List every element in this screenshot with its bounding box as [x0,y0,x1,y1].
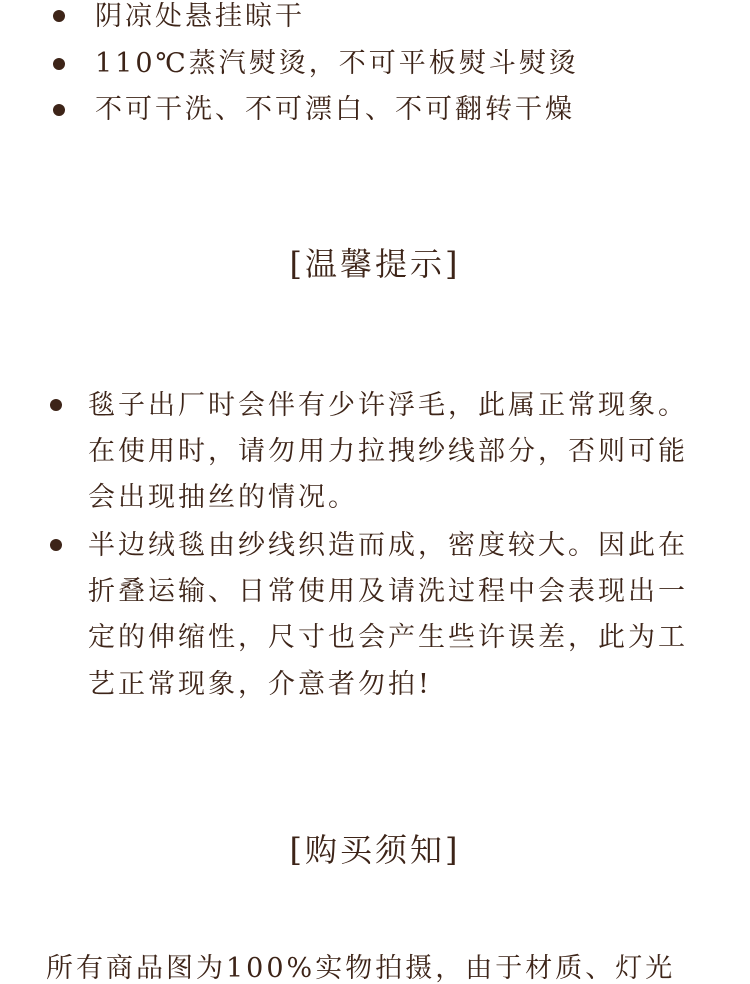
tip-line: 会出现抽丝的情况。 [88,482,358,513]
bullet-icon [53,58,65,70]
tip-line: 半边绒毯由纱线织造而成，密度较大。因此在 [88,530,688,561]
tips-heading: [温馨提示] [289,245,461,283]
tip-line: 毯子出厂时会伴有少许浮毛，此属正常现象。 [88,390,688,421]
bullet-icon [53,10,65,22]
purchase-heading: [购买须知] [289,831,461,869]
purchase-notice-text: 所有商品图为100%实物拍摄，由于材质、灯光 [46,953,676,984]
bullet-icon [50,539,62,551]
care-item-text: 不可干洗、不可漂白、不可翻转干燥 [95,94,575,125]
tip-line: 艺正常现象，介意者勿拍! [88,669,432,700]
care-item-text: 阴凉处悬挂晾干 [95,1,305,32]
bullet-icon [50,399,62,411]
tip-line: 折叠运输、日常使用及请洗过程中会表现出一 [88,576,688,607]
tip-line: 在使用时，请勿用力拉拽纱线部分，否则可能 [88,436,688,467]
tip-line: 定的伸缩性，尺寸也会产生些许误差，此为工 [88,622,688,653]
bullet-icon [53,104,65,116]
care-item-text: 110℃蒸汽熨烫，不可平板熨斗熨烫 [95,48,579,79]
